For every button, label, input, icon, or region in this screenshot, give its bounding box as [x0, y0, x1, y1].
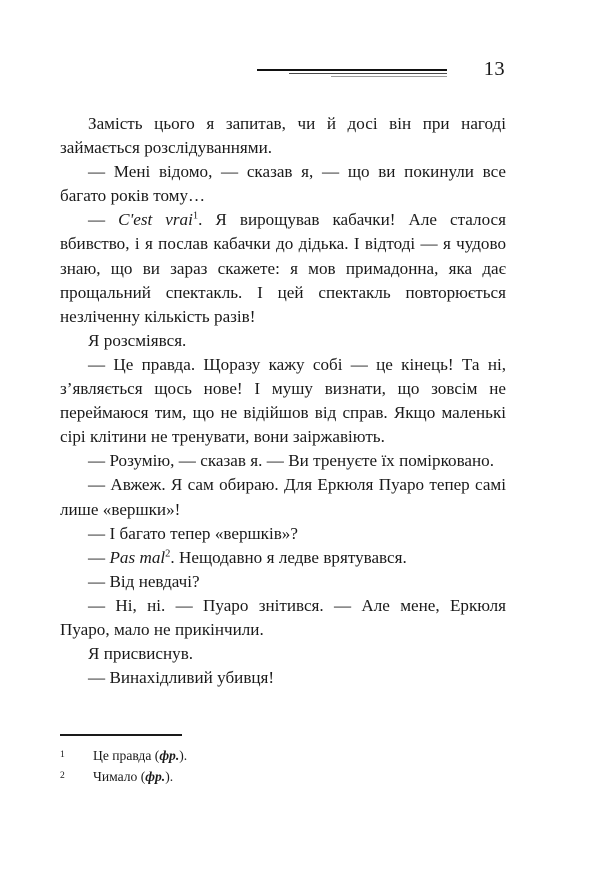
- footnote-text: Це правда (: [93, 747, 160, 763]
- footnote-language-abbrev: фр.: [145, 768, 166, 784]
- paragraph: — Мені відомо, — сказав я, — що ви покинули все багато років тому…: [60, 162, 506, 206]
- header-rule-line-1: [257, 69, 447, 71]
- footnote-item: [60, 745, 506, 766]
- paragraph: — Ні, ні. — Пуаро знітився. — Але мене, Еркюля Пуаро, мало не прикінчили.: [60, 595, 506, 639]
- paragraph: — Від невдачі?: [88, 571, 200, 591]
- header-rule-line-2: [289, 73, 447, 74]
- paragraph: — Це правда. Щоразу кажу собі — це кінець! Та ні, з’являється щось нове! І мушу визнати, що зовсім не переймаюся тим, що не відійшов від справ. Якщо маленькі сірі клітини не тренувати, вони заіржавіють.: [60, 354, 506, 447]
- paragraph: Замість цього я запитав, чи й досі він при нагоді займається розслідуваннями.: [60, 114, 506, 158]
- footnote-number: 2: [60, 770, 65, 782]
- paragraph-with-footnote: [60, 208, 506, 328]
- foreign-phrase: C'est vrai: [118, 210, 193, 230]
- footnote-tail: ).: [179, 747, 188, 763]
- paragraph-text: . Я вирощував кабачки! Але сталося вбивство, і я послав кабачки до дідька. І відтоді — я чудово знаю, що ви зараз скажете: я мов примадонна, яка дає прощальний спектакль. І цей спектакль повторюється незліченну кількість разів!: [60, 210, 506, 326]
- header-rule-line-3: [331, 76, 447, 77]
- paragraph: Я розсміявся.: [88, 330, 187, 350]
- footnote-item: [60, 766, 506, 787]
- running-head: [60, 56, 505, 92]
- page-number: 13: [483, 58, 505, 80]
- footnote-tail: ).: [165, 768, 174, 784]
- paragraph-text: . Нещодавно я ледве врятувався.: [170, 547, 407, 567]
- paragraph-with-footnote: [60, 546, 506, 570]
- foreign-phrase: Pas mal: [109, 547, 166, 567]
- footnote-block: [60, 734, 506, 787]
- dialogue-dash: —: [88, 547, 106, 567]
- footnote-language-abbrev: фр.: [159, 747, 180, 763]
- paragraph: — І багато тепер «вершків»?: [88, 523, 298, 543]
- body-text-block: [60, 112, 506, 690]
- footnote-reference-1[interactable]: 1: [192, 210, 199, 222]
- paragraph: — Розумію, — сказав я. — Ви тренуєте їх помірковано.: [88, 451, 494, 471]
- paragraph: Я присвиснув.: [88, 644, 194, 664]
- footnote-reference-2[interactable]: 2: [165, 548, 171, 559]
- paragraph: — Винахідливий убивця!: [88, 668, 275, 688]
- dialogue-dash: —: [88, 210, 106, 230]
- footnote-separator-rule: [60, 734, 182, 736]
- paragraph: — Авжеж. Я сам обираю. Для Еркюля Пуаро тепер самі лише «вершки»!: [60, 475, 506, 519]
- footnote-text: Чимало (: [93, 768, 146, 784]
- footnote-number: 1: [60, 749, 65, 761]
